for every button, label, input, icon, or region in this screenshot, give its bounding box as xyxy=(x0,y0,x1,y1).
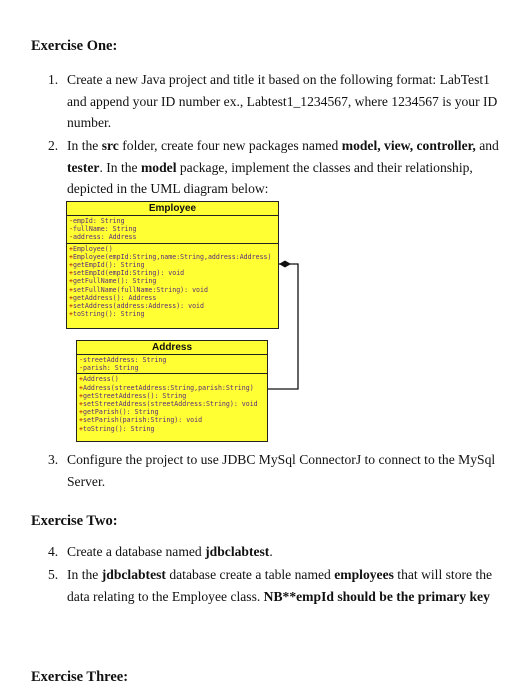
bold-term: tester xyxy=(67,159,100,175)
uml-member: +Address() xyxy=(79,375,119,384)
exercise-three-heading: Exercise Three: xyxy=(31,669,129,685)
item-text: In the jdbclabtest database create a table named employees that will store the data relating to the Employee class. NB**empId should be the primary key xyxy=(67,567,493,604)
uml-member: +getStreetAddress(): String xyxy=(79,391,187,400)
uml-member: +getEmpId(): String xyxy=(69,261,145,270)
exercise-one-heading: Exercise One: xyxy=(31,38,118,54)
uml-member: +toString(): String xyxy=(69,310,145,319)
bold-term: model xyxy=(140,159,177,175)
bold-term: NB**empId should be the primary key xyxy=(263,588,490,604)
uml-member: +getParish(): String xyxy=(79,408,159,417)
uml-member: +setEmpId(empId:String): void xyxy=(69,269,185,278)
uml-member: +getAddress(): Address xyxy=(69,293,157,302)
item-number: 5. xyxy=(48,567,59,582)
bold-term: src xyxy=(101,138,119,153)
uml-member: -empId: String xyxy=(69,217,125,225)
exercise-two-heading: Exercise Two: xyxy=(31,513,118,529)
uml-member: -fullName: String xyxy=(69,225,137,234)
bold-term: employees xyxy=(334,567,394,582)
uml-member: +setStreetAddress(streetAddress:String): void xyxy=(79,400,258,409)
uml-member: +setParish(parish:String): void xyxy=(79,416,203,425)
uml-member: +getFullName(): String xyxy=(69,277,157,286)
uml-member: +setFullName(fullName:String): void xyxy=(69,285,208,294)
association-line xyxy=(268,264,298,389)
item-number: 4. xyxy=(48,544,59,559)
uml-member: +Address(streetAddress:String,parish:String) xyxy=(79,383,254,392)
bold-term: model, view, controller, xyxy=(341,138,476,153)
list-item-3 xyxy=(48,449,508,492)
list-item-4 xyxy=(48,541,508,563)
item-text: Create a database named jdbclabtest. xyxy=(67,544,273,559)
uml-member: +setAddress(address:Address): void xyxy=(69,302,204,311)
list-item-5 xyxy=(48,564,508,607)
uml-member: +toString(): String xyxy=(79,424,155,433)
item-text: Configure the project to use JDBC MySql ConnectorJ to connect to the MySql Server. xyxy=(67,452,496,489)
bold-term: jdbclabtest xyxy=(205,544,270,559)
item-number: 3. xyxy=(48,452,59,467)
address-class-name: Address xyxy=(77,341,267,355)
uml-member: +Employee() xyxy=(69,244,113,253)
employee-class-name: Employee xyxy=(67,202,278,216)
item-text: In the src folder, create four new packages named model, view, controller, and tester. In the model package, implement the classes and their relationship, depicted in the UML diagram below: xyxy=(67,138,499,196)
bold-term: jdbclabtest xyxy=(101,567,166,582)
composition-diamond-icon xyxy=(279,261,291,268)
uml-member: -parish: String xyxy=(79,364,139,373)
item-number: 1. xyxy=(48,72,59,87)
uml-member: +Employee(empId:String,name:String,address:Address) xyxy=(69,252,272,261)
item-number: 2. xyxy=(48,138,59,153)
uml-member: -streetAddress: String xyxy=(79,356,167,364)
uml-member: -address: Address xyxy=(69,233,137,242)
item-text: Create a new Java project and title it based on the following format: LabTest1 and append your ID number ex., Labtest1_1234567, where 1234567 is your ID number. xyxy=(67,72,498,130)
